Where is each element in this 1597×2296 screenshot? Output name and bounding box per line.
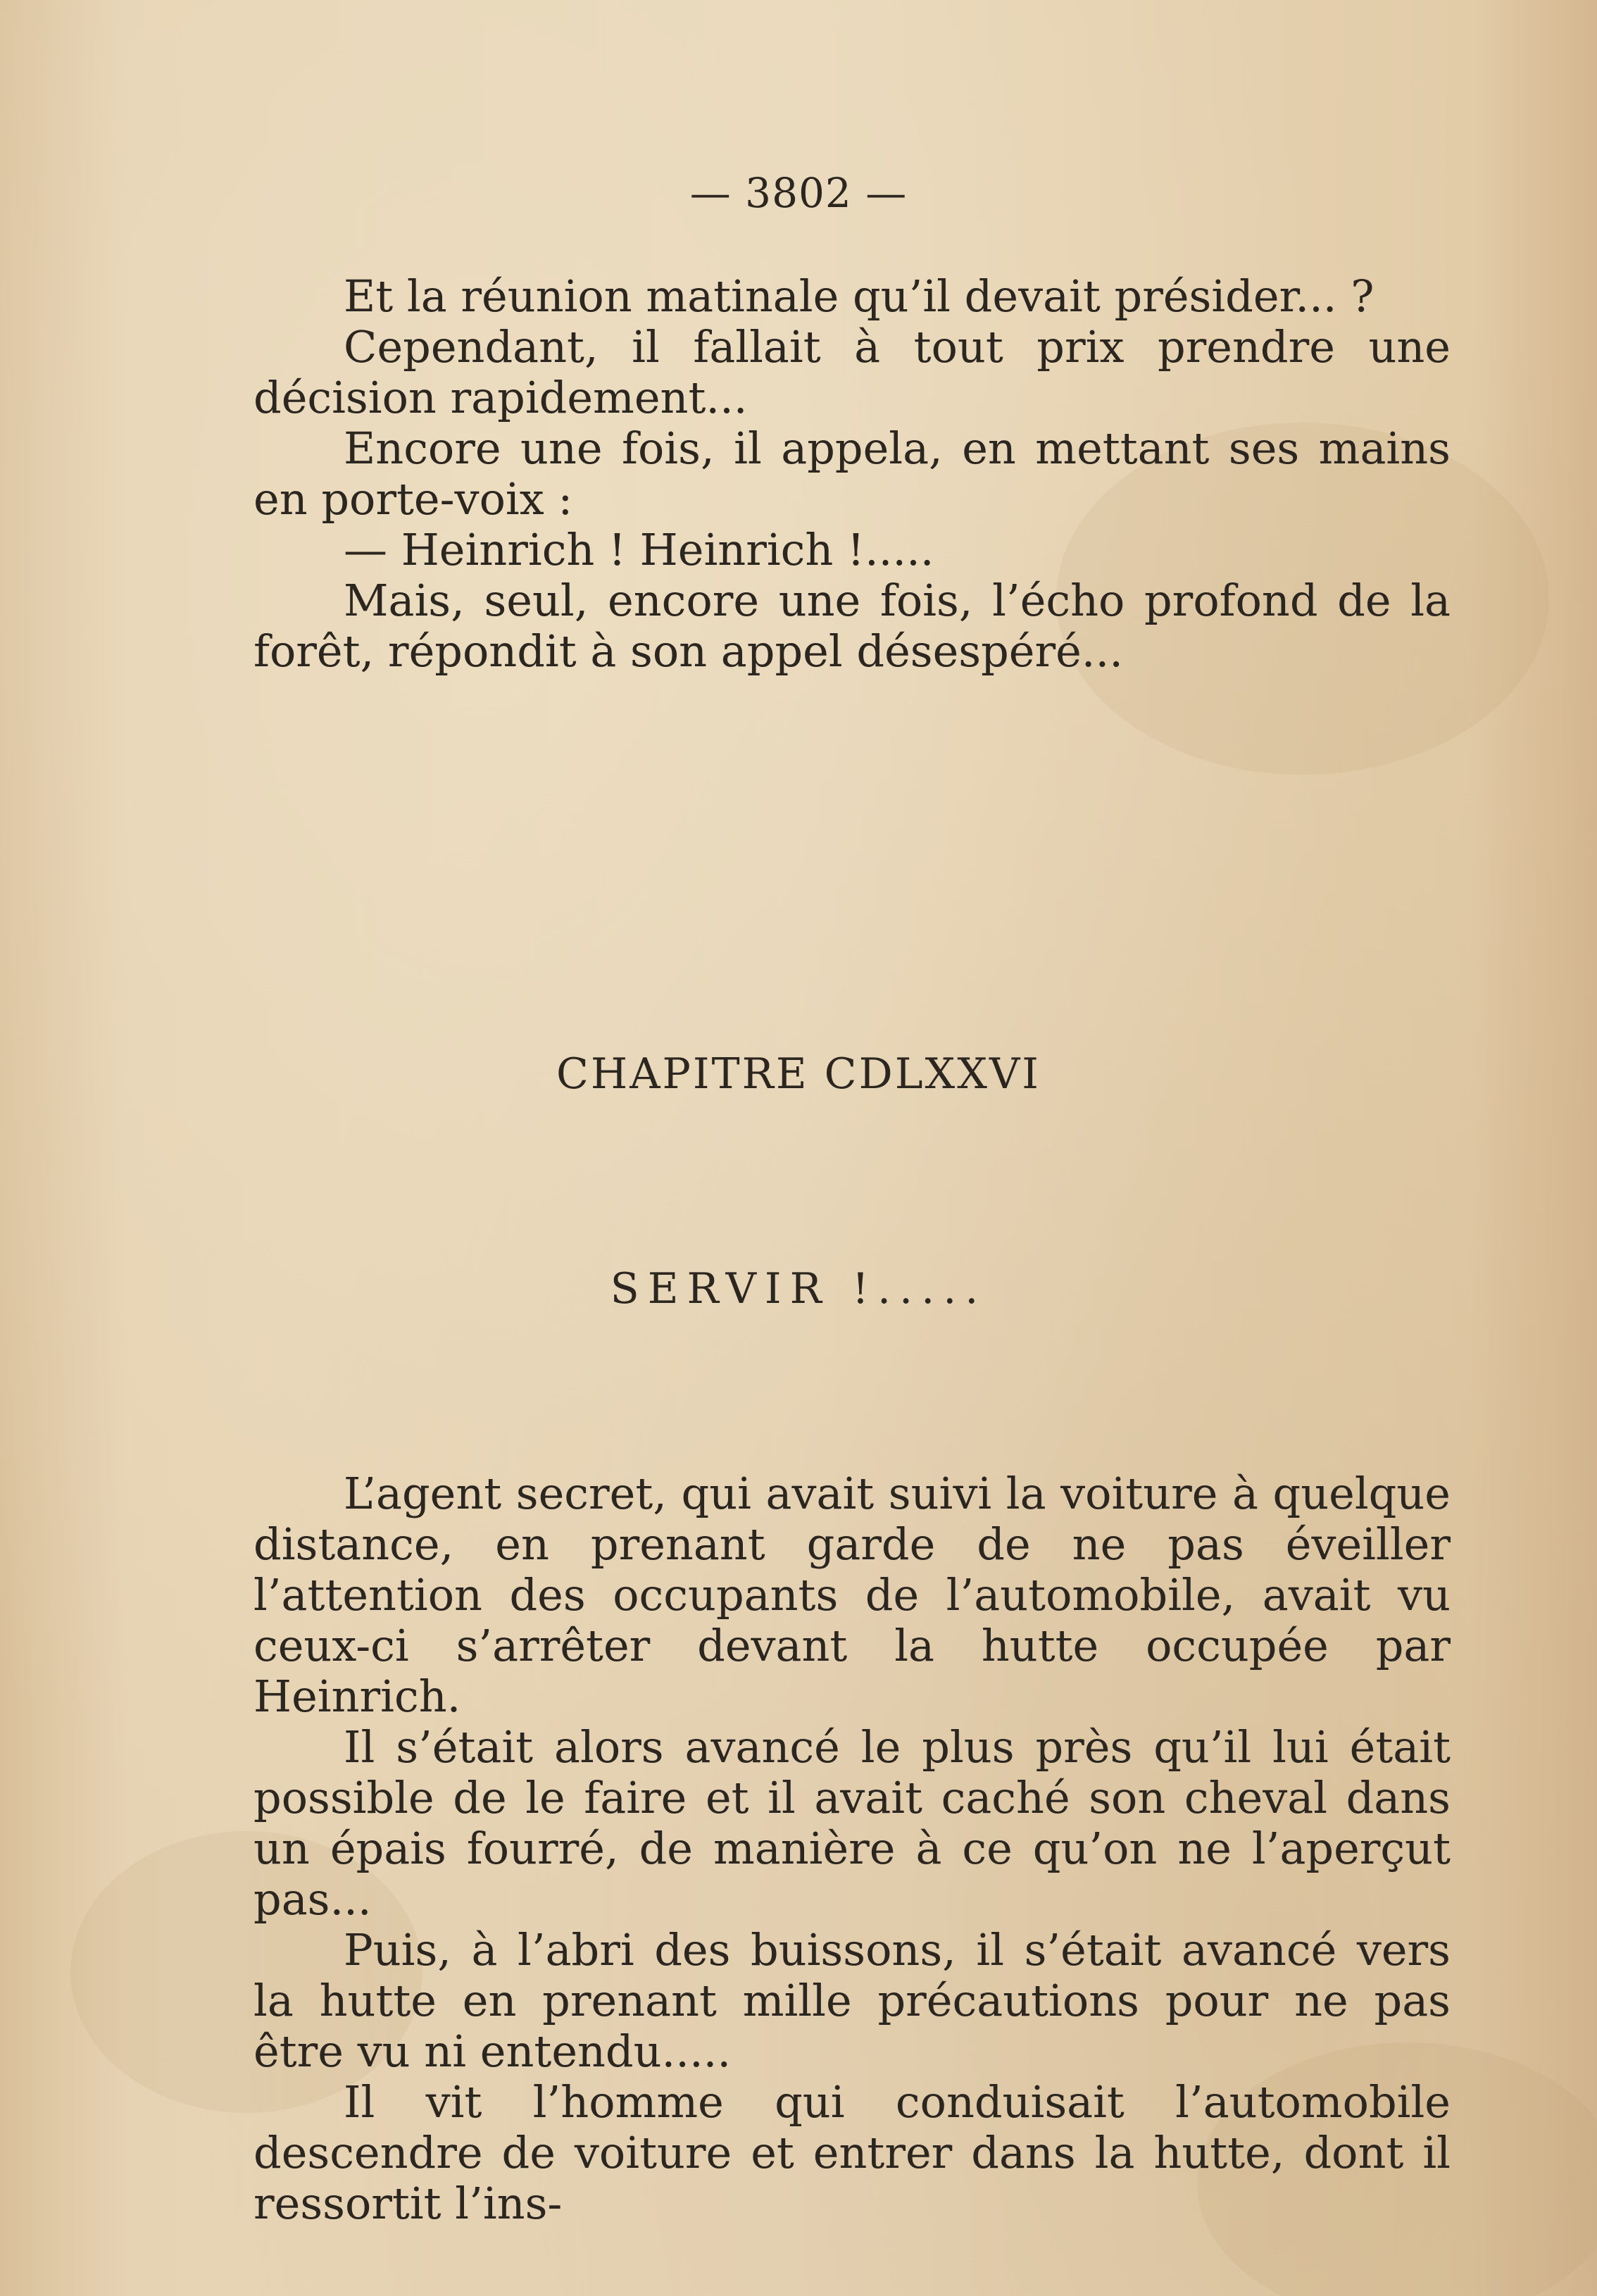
paragraph: Cependant, il fallait à tout prix prendre une décision rapidement... — [253, 321, 1451, 423]
paragraph: Et la réunion matinale qu’il devait présider... ? — [344, 270, 1374, 322]
text-block-bottom — [253, 1468, 1451, 2229]
paragraph: Puis, à l’abri des buissons, il s’était avancé vers la hutte en prenant mille précautions pour ne pas être vu ni entendu..... — [253, 1924, 1451, 2077]
chapter-title: CHAPITRE CDLXXVI — [556, 1049, 1041, 1099]
text-block-top — [253, 271, 1451, 677]
paragraph: Il vit l’homme qui conduisait l’automobile descendre de voiture et entrer dans la hutte, dont il ressortit l’ins- — [253, 2076, 1451, 2229]
chapter-subtitle: SERVIR !..... — [610, 1264, 987, 1314]
paragraph: Il s’était alors avancé le plus près qu’il lui était possible de le faire et il avait caché son cheval dans un épais fourré, de manière à ce qu’on ne l’aperçut pas... — [253, 1721, 1451, 1925]
page-number: — 3802 — — [689, 169, 908, 217]
paragraph: Mais, seul, encore une fois, l’écho profond de la forêt, répondit à son appel désespéré... — [253, 575, 1451, 677]
paragraph: — Heinrich ! Heinrich !..... — [344, 524, 934, 575]
paragraph: L’agent secret, qui avait suivi la voiture à quelque distance, en prenant garde de ne pas éveiller l’attention des occupants de l’automobile, avait vu ceux-ci s’arrêter devant la hutte occupée par Heinrich. — [253, 1468, 1451, 1722]
paragraph: Encore une fois, il appela, en mettant ses mains en porte-voix : — [253, 423, 1451, 525]
